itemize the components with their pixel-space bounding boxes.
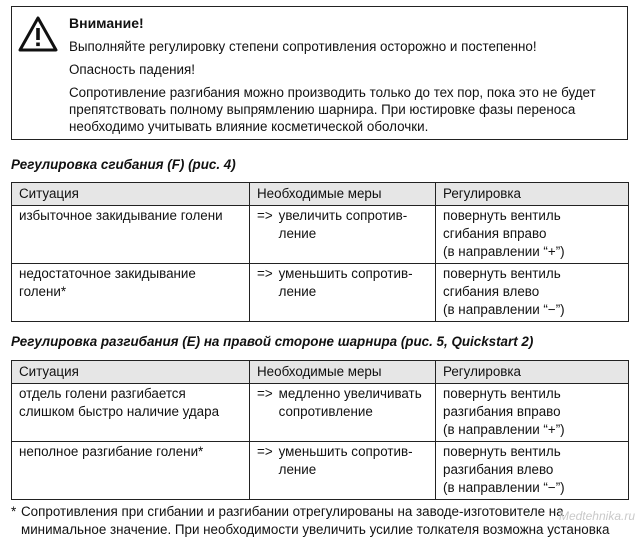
warning-triangle-icon bbox=[18, 16, 58, 52]
adjust-line: разгибания влево bbox=[443, 462, 554, 477]
adjust-line: сгибания влево bbox=[443, 284, 540, 299]
situation-cell: отдель голени разгибается слишком быстро наличие удара bbox=[12, 384, 250, 442]
measure-cell bbox=[250, 264, 436, 322]
measure-cell bbox=[250, 384, 436, 442]
watermark: Medtehnika.ru bbox=[558, 509, 635, 523]
table-header-row bbox=[12, 361, 629, 384]
arrow-marker: => bbox=[257, 208, 273, 223]
flexion-table bbox=[11, 182, 629, 322]
adjust-cell bbox=[436, 264, 629, 322]
warning-text bbox=[69, 15, 621, 135]
situation-cell: неполное разгибание голени* bbox=[12, 442, 250, 500]
column-header-situation: Ситуация bbox=[12, 361, 250, 384]
adjust-line: повернуть вентиль bbox=[443, 208, 561, 223]
table-header-row bbox=[12, 183, 629, 206]
measure-text: уменьшить сопротив-ление bbox=[278, 444, 413, 477]
table-row bbox=[12, 206, 629, 264]
situation-cell: недостаточное закидывание голени* bbox=[12, 264, 250, 322]
adjust-line: (в направлении “+”) bbox=[443, 244, 565, 259]
adjust-line: повернуть вентиль bbox=[443, 386, 561, 401]
arrow-marker: => bbox=[257, 386, 273, 401]
adjust-cell bbox=[436, 384, 629, 442]
footnote-marker: * bbox=[11, 504, 17, 519]
warning-line-3: Сопротивление разгибания можно производить только до тех пор, пока это не будет препятствовать полному выпрямлению шарнира. При юстировке фазы переноса необходимо учитывать влияние косметической оболочки. bbox=[69, 85, 596, 134]
table-row bbox=[12, 384, 629, 442]
flexion-heading: Регулировка сгибания (F) (рис. 4) bbox=[11, 157, 236, 172]
adjust-line: сгибания вправо bbox=[443, 226, 547, 241]
footnote bbox=[11, 503, 636, 539]
column-header-measures: Необходимые меры bbox=[250, 361, 436, 384]
measure-text: медленно увеличивать сопротивление bbox=[278, 386, 422, 419]
extension-table bbox=[11, 360, 629, 500]
warning-box bbox=[11, 6, 628, 140]
arrow-marker: => bbox=[257, 266, 273, 281]
measure-cell bbox=[250, 442, 436, 500]
table-row bbox=[12, 264, 629, 322]
adjust-line: (в направлении “−”) bbox=[443, 480, 565, 495]
footnote-text: Сопротивления при сгибании и разгибании отрегулированы на заводе-изготовителе на минимальное значение. При необходимости увеличить усилие толкателя возможна установка bbox=[21, 504, 610, 537]
adjust-cell bbox=[436, 442, 629, 500]
measure-text: уменьшить сопротив-ление bbox=[278, 266, 413, 299]
column-header-measures: Необходимые меры bbox=[250, 183, 436, 206]
measure-cell bbox=[250, 206, 436, 264]
table-row bbox=[12, 442, 629, 500]
warning-title: Внимание! bbox=[69, 15, 144, 31]
warning-line-2: Опасность падения! bbox=[69, 62, 195, 77]
column-header-situation: Ситуация bbox=[12, 183, 250, 206]
situation-cell: избыточное закидывание голени bbox=[12, 206, 250, 264]
column-header-adjustment: Регулировка bbox=[436, 183, 629, 206]
extension-heading: Регулировка разгибания (E) на правой стороне шарнира (рис. 5, Quickstart 2) bbox=[11, 334, 534, 349]
adjust-line: повернуть вентиль bbox=[443, 266, 561, 281]
adjust-line: повернуть вентиль bbox=[443, 444, 561, 459]
arrow-marker: => bbox=[257, 444, 273, 459]
adjust-cell bbox=[436, 206, 629, 264]
adjust-line: (в направлении “+”) bbox=[443, 422, 565, 437]
adjust-line: разгибания вправо bbox=[443, 404, 561, 419]
column-header-adjustment: Регулировка bbox=[436, 361, 629, 384]
adjust-line: (в направлении “−”) bbox=[443, 302, 565, 317]
measure-text: увеличить сопротив-ление bbox=[278, 208, 408, 241]
warning-line-1: Выполняйте регулировку степени сопротивления осторожно и постепенно! bbox=[69, 39, 537, 54]
